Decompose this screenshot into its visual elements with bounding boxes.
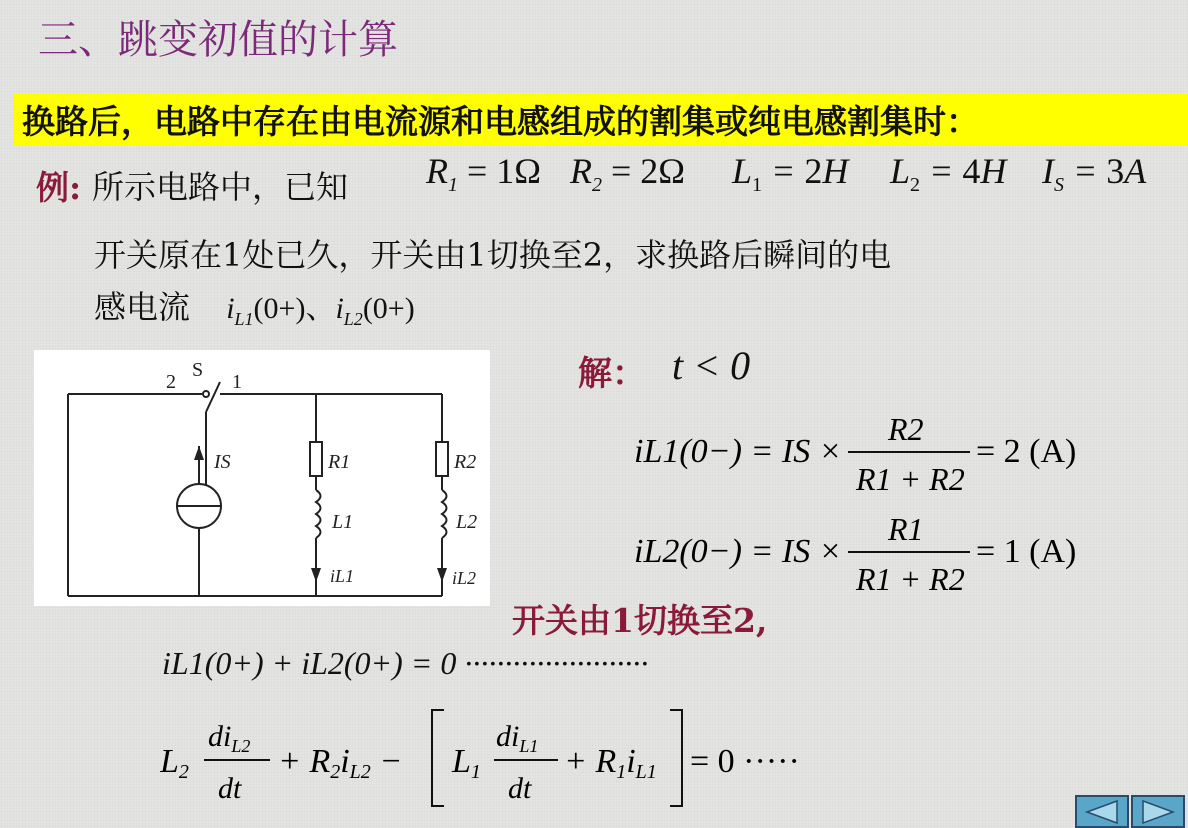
kcl-equation: iL1(0+) + iL2(0+) = 0 ·······················: [162, 645, 649, 681]
eq2-lhs: iL2(0−) = IS ×: [634, 533, 842, 570]
slide-nav: [1075, 795, 1185, 828]
l2-label: L2: [456, 511, 478, 533]
kvl-dt2: dt: [508, 772, 532, 805]
given-is: $I_S = 3A$: [1042, 151, 1147, 197]
eq2-rhs: = 1 (A): [976, 533, 1077, 570]
switch-label: S: [192, 359, 204, 381]
kvl-l2: L2: [160, 743, 189, 783]
given-r2: $R_2 = 2\Omega$: [570, 151, 686, 197]
problem-line2: 开关原在1处已久，开关由1切换至2，求换路后瞬间的电: [94, 236, 892, 274]
r1-label: R1: [328, 451, 351, 473]
eq2-den: R1 + R2: [856, 561, 965, 597]
page-title: 三、跳变初值的计算: [38, 17, 398, 63]
solution-label: 解：: [578, 354, 646, 394]
switch-pos1-label: 1: [232, 371, 242, 393]
solution-condition: t < 0: [672, 343, 751, 388]
equation-il2-minus: [630, 504, 1110, 604]
given-r1-text: $R_1 = 1\Omega$: [426, 151, 542, 197]
example-label: 例:: [36, 168, 82, 207]
kvl-l1: L1: [452, 743, 481, 783]
banner-text: 换路后，电路中存在由电流源和电感组成的割集或纯电感割集时：: [22, 102, 979, 141]
equation-il1-minus: [630, 404, 1110, 504]
kvl-r1il1: + R1iL1: [564, 743, 657, 783]
il1-label: iL1: [330, 566, 355, 586]
r2-label: R2: [454, 451, 477, 473]
given-l2: $L_2 = 4H$: [890, 151, 1007, 197]
eq1-num: R2: [888, 411, 924, 447]
il2-label: iL2: [452, 568, 477, 588]
circuit-svg: [34, 350, 490, 606]
problem-line3-text: 感电流: [94, 288, 191, 326]
eq1-lhs: iL1(0−) = IS ×: [634, 433, 842, 470]
kvl-rhs: = 0 ·····: [690, 743, 800, 780]
eq1-den: R1 + R2: [856, 461, 965, 497]
next-button[interactable]: [1132, 796, 1184, 827]
kvl-r2il2: + R2iL2 −: [278, 743, 403, 783]
circuit-diagram: [34, 350, 490, 606]
problem-line3: [94, 282, 415, 330]
kvl-di-l2: $di_{L2}$: [208, 720, 251, 756]
eq2-num: R1: [888, 511, 924, 547]
kvl-equation: [160, 702, 820, 812]
kvl-di-l1: $di_{L1}$: [496, 720, 539, 756]
prev-button[interactable]: [1076, 796, 1128, 827]
is-label: IS: [214, 451, 231, 473]
eq1-rhs: = 2 (A): [976, 433, 1077, 470]
given-l1: $L_1 = 2H$: [732, 151, 849, 197]
kvl-dt1: dt: [218, 772, 242, 805]
switch-statement: 开关由1切换至2,: [512, 601, 768, 640]
given-r1: [426, 150, 541, 197]
example-intro: 所示电路中，已知: [92, 168, 349, 206]
switch-pos2-label: 2: [166, 371, 176, 393]
l1-label: L1: [332, 511, 354, 533]
problem-line3-math: $i_{L1}(0+)$、$i_{L2}(0+)$: [226, 292, 415, 329]
